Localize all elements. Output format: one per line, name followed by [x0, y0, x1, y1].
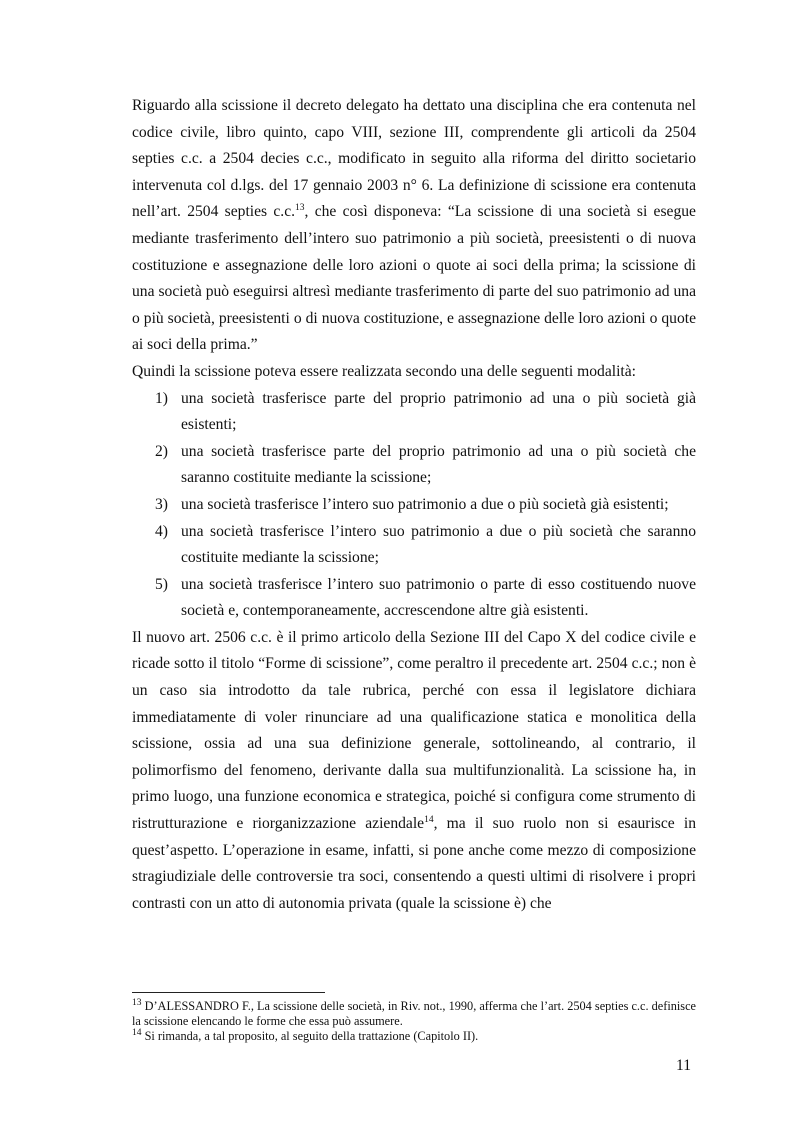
list-item-number: 2)	[155, 442, 168, 460]
footnote-ref-14[interactable]: 14	[424, 814, 434, 825]
modes-list	[132, 386, 696, 625]
list-item-text: una società trasferisce l’intero suo patrimonio a due o più società che saranno costituite mediante la scissione;	[181, 522, 696, 567]
list-item	[132, 519, 696, 572]
list-item	[132, 386, 696, 439]
footnote-number: 14	[132, 1027, 142, 1038]
page-number: 11	[676, 1057, 692, 1074]
list-item	[132, 439, 696, 492]
footnote-ref-13[interactable]: 13	[295, 203, 305, 214]
footnote-14	[132, 1029, 696, 1044]
footnote-13	[132, 999, 696, 1029]
footnote-text: Si rimanda, a tal proposito, al seguito della trattazione (Capitolo II).	[141, 1029, 479, 1043]
body-text	[132, 93, 696, 917]
paragraph-scissione-definition	[132, 93, 696, 359]
list-item-number: 4)	[155, 522, 168, 540]
paragraph-text: Il nuovo art. 2506 c.c. è il primo articolo della Sezione III del Capo X del codice civile e ricade sotto il titolo “Forme di scissione”, come peraltro il precedente art. 2504 c.c.; non è un caso sia introdotto da tale rubrica, perché con essa il legislatore dichiara immediatamente di voler rinunciare ad una qualificazione statica e monolitica della scissione, ossia ad una sua definizione generale, sottolineando, al contrario, il polimorfismo del fenomeno, derivante dalla sua multifunzionalità. La scissione ha, in primo luogo, una funzione economica e strategica, poiché si configura come strumento di ristrutturazione e riorganizzazione aziendale	[132, 628, 696, 833]
paragraph-modes-intro: Quindi la scissione poteva essere realizzata secondo una delle seguenti modalità:	[132, 362, 637, 380]
footnotes	[132, 999, 696, 1044]
list-item-text: una società trasferisce l’intero suo patrimonio a due o più società già esistenti;	[181, 495, 669, 513]
list-item-number: 1)	[155, 389, 168, 407]
list-item-text: una società trasferisce l’intero suo patrimonio o parte di esso costituendo nuove società e, contemporaneamente, accrescendone altre già esistenti.	[181, 575, 696, 620]
footnote-number: 13	[132, 997, 142, 1008]
footnote-divider	[132, 992, 325, 993]
list-item-text: una società trasferisce parte del proprio patrimonio ad una o più società già esistenti;	[181, 389, 696, 434]
footnote-text: D’ALESSANDRO F., La scissione delle società, in Riv. not., 1990, afferma che l’art. 2504 septies c.c. definisce la scissione elencando le forme che essa può assumere.	[132, 999, 696, 1028]
list-item	[132, 492, 696, 519]
paragraph-text: , ma il suo ruolo non si esaurisce in quest’aspetto. L’operazione in esame, infatti, si pone anche come mezzo di composizione stragiudiziale delle controversie tra soci, consentendo a questi ultimi di risolvere i propri contrasti con un atto di autonomia privata (quale la scissione è) che	[132, 815, 696, 912]
paragraph-article-2506	[132, 625, 696, 918]
list-item-number: 5)	[155, 575, 168, 593]
list-item-text: una società trasferisce parte del proprio patrimonio ad una o più società che saranno costituite mediante la scissione;	[181, 442, 696, 487]
list-item-number: 3)	[155, 495, 168, 513]
paragraph-text: Riguardo alla scissione il decreto delegato ha dettato una disciplina che era contenuta nel codice civile, libro quinto, capo VIII, sezione III, comprendente gli articoli da 2504 septies c.c. a 2504 decies c.c., modificato in seguito alla riforma del diritto societario intervenuta col d.lgs. del 17 gennaio 2003 n° 6. La definizione di scissione era contenuta nell’art. 2504 septies c.c.	[132, 97, 696, 221]
paragraph-text: , che così disponeva: “La scissione di una società si esegue mediante trasferimento dell’intero suo patrimonio a più società, preesistenti o di nuova costituzione e assegnazione delle loro azioni o quote ai soci della prima; la scissione di una società può eseguirsi altresì mediante trasferimento di parte del suo patrimonio ad una o più società, preesistenti o di nuova costituzione, e assegnazione delle loro azioni o quote ai soci della prima.”	[132, 203, 696, 354]
list-item	[132, 572, 696, 625]
